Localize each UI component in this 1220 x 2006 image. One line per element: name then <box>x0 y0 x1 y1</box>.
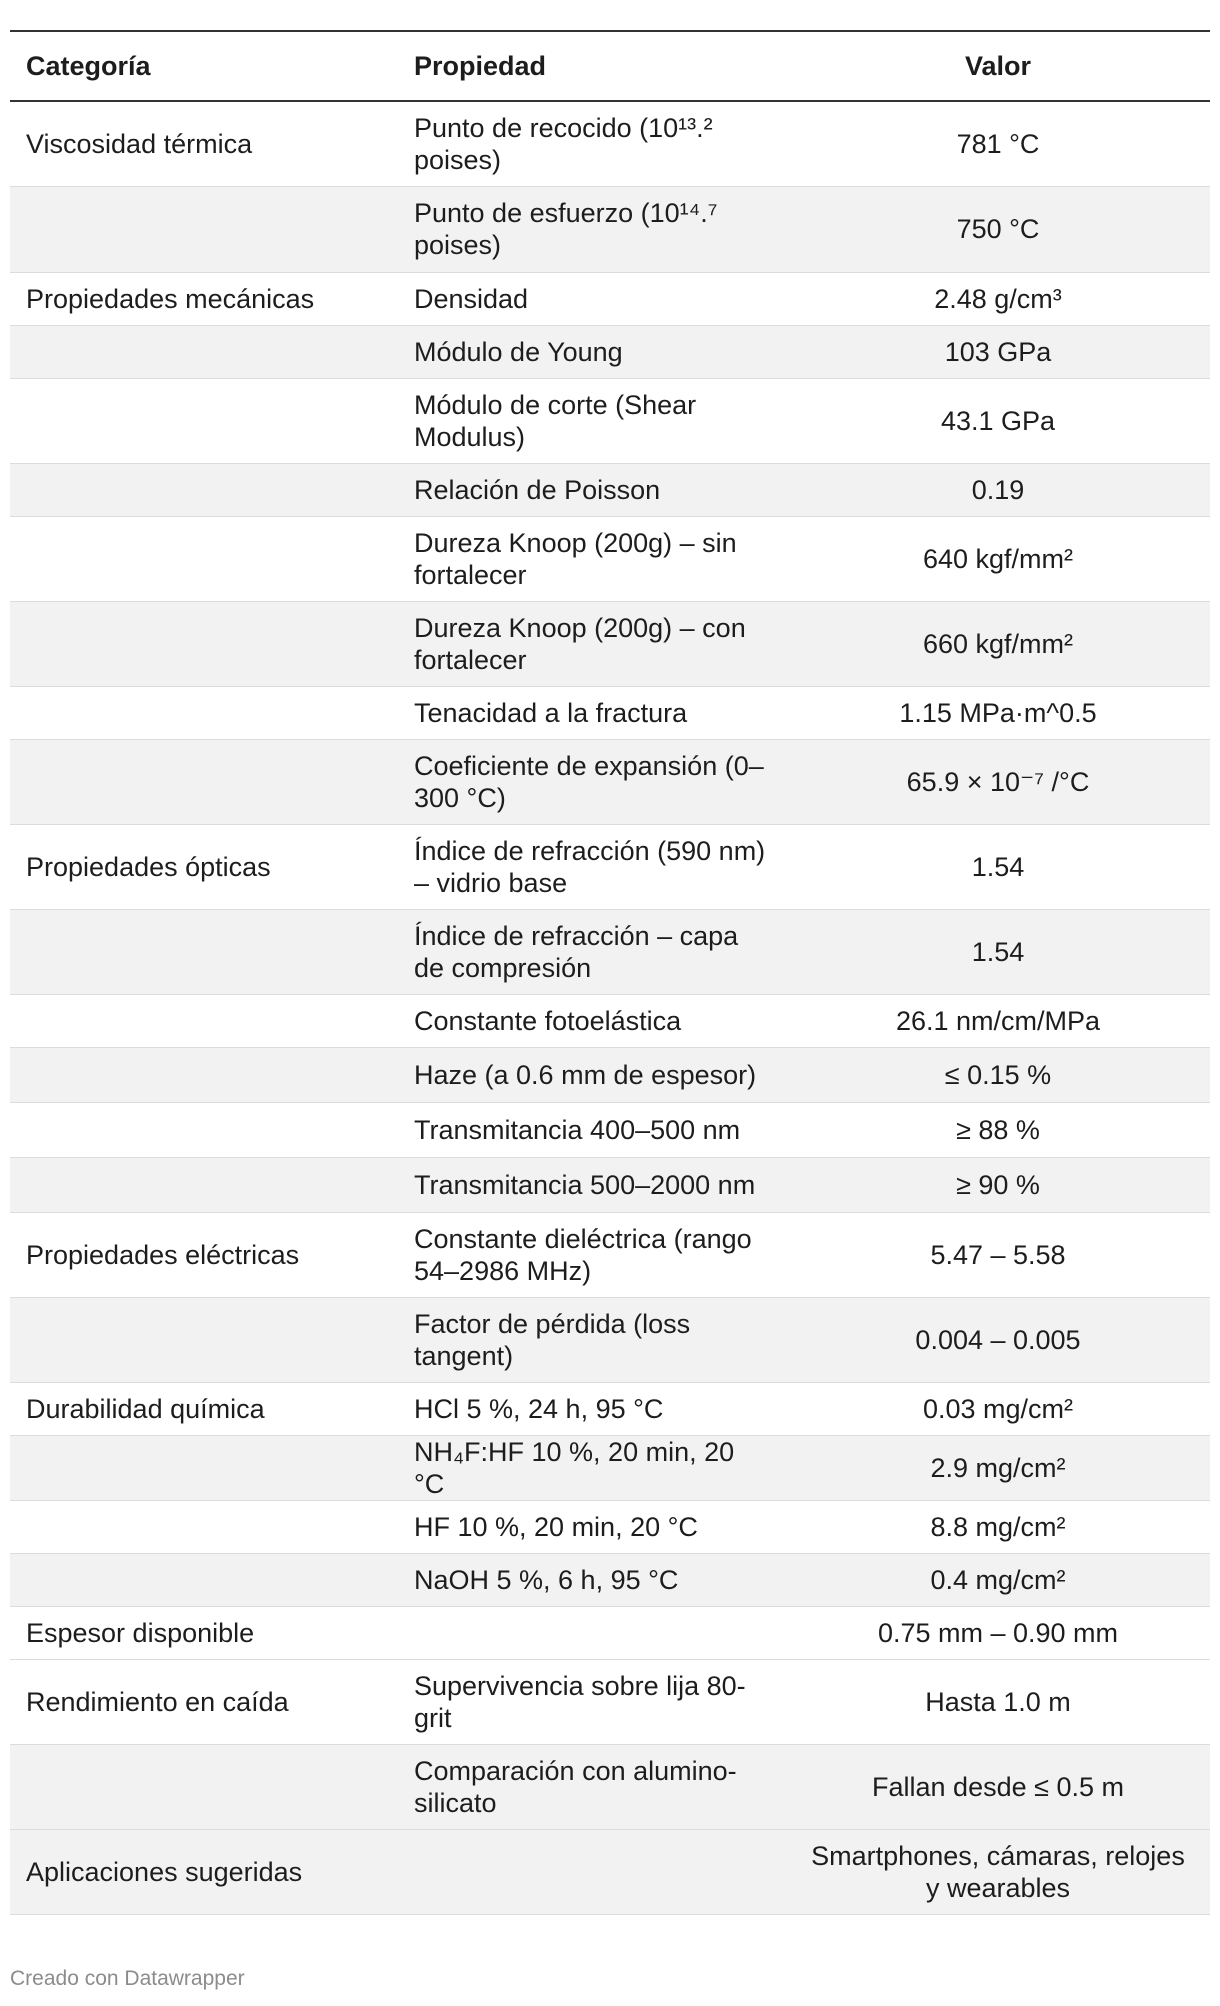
cell-value: 103 GPa <box>944 336 1052 367</box>
cell-property: Coeficiente de expansión (0–300 °C) <box>414 750 764 813</box>
header-propiedad[interactable]: Propiedad <box>414 50 547 81</box>
cell-category <box>10 463 398 516</box>
cell-value: 1.54 <box>971 851 1025 882</box>
table-row <box>10 186 1210 272</box>
table-row <box>10 1157 1210 1212</box>
data-table-container <box>10 30 1210 1915</box>
cell-value: 2.48 g/cm³ <box>934 283 1062 314</box>
cell-property: Dureza Knoop (200g) – con fortalecer <box>414 612 746 675</box>
cell-category: Viscosidad térmica <box>26 128 253 159</box>
cell-property: NH₄F:HF 10 %, 20 min, 20 °C <box>414 1436 735 1499</box>
cell-category <box>10 1744 398 1829</box>
cell-category <box>10 909 398 994</box>
cell-category <box>10 1157 398 1212</box>
cell-value: 750 °C <box>956 214 1040 244</box>
cell-property: HF 10 %, 20 min, 20 °C <box>414 1511 698 1542</box>
cell-property: Supervivencia sobre lija 80-grit <box>414 1670 746 1733</box>
table-row <box>10 1500 1210 1553</box>
cell-value: 5.47 – 5.58 <box>930 1239 1066 1270</box>
cell-value: 640 kgf/mm² <box>922 543 1074 574</box>
table-row <box>10 994 1210 1047</box>
header-categoria[interactable]: Categoría <box>26 50 151 81</box>
cell-category <box>10 1553 398 1606</box>
cell-category: Durabilidad química <box>26 1393 265 1424</box>
table-row <box>10 1435 1210 1500</box>
cell-property: Índice de refracción – capa de compresión <box>414 920 739 983</box>
cell-value: Hasta 1.0 m <box>925 1686 1071 1717</box>
table-row <box>10 463 1210 516</box>
cell-property: Tenacidad a la fractura <box>414 697 688 728</box>
cell-value: Smartphones, cámaras, relojes y wearables <box>811 1840 1185 1903</box>
cell-category <box>10 601 398 686</box>
table-row <box>10 325 1210 378</box>
cell-category: Rendimiento en caída <box>26 1686 289 1717</box>
cell-property: HCl 5 %, 24 h, 95 °C <box>414 1393 664 1424</box>
cell-value: Fallan desde ≤ 0.5 m <box>872 1771 1124 1802</box>
table-row <box>10 101 1210 186</box>
cell-category <box>10 325 398 378</box>
table-row <box>10 1102 1210 1157</box>
cell-property: Relación de Poisson <box>414 474 661 505</box>
cell-value: 781 °C <box>956 128 1040 159</box>
cell-property: NaOH 5 %, 6 h, 95 °C <box>414 1564 679 1595</box>
cell-property <box>398 1606 788 1659</box>
table-row <box>10 1212 1210 1297</box>
cell-value: 26.1 nm/cm/MPa <box>895 1005 1101 1036</box>
table-row <box>10 272 1210 325</box>
cell-property: Factor de pérdida (loss tangent) <box>414 1308 691 1371</box>
cell-category: Aplicaciones sugeridas <box>26 1856 303 1887</box>
cell-value: ≤ 0.15 % <box>944 1059 1052 1090</box>
cell-value: 43.1 GPa <box>940 405 1056 436</box>
cell-category <box>10 1297 398 1382</box>
cell-value: 0.004 – 0.005 <box>915 1324 1081 1355</box>
cell-property: Comparación con alumino-silicato <box>414 1755 737 1818</box>
table-row <box>10 1659 1210 1744</box>
table-row <box>10 378 1210 463</box>
table-row <box>10 516 1210 601</box>
cell-property: Dureza Knoop (200g) – sin fortalecer <box>414 527 737 590</box>
table-row <box>10 909 1210 994</box>
cell-value: 0.75 mm – 0.90 mm <box>877 1617 1119 1648</box>
cell-category <box>10 1102 398 1157</box>
cell-property: Módulo de corte (Shear Modulus) <box>414 389 697 452</box>
cell-category <box>10 739 398 824</box>
cell-value: 0.03 mg/cm² <box>922 1393 1074 1424</box>
table-row <box>10 1744 1210 1829</box>
cell-value: 8.8 mg/cm² <box>930 1511 1066 1542</box>
cell-property: Módulo de Young <box>414 336 623 367</box>
table-row <box>10 1829 1210 1914</box>
table-header-row <box>10 31 1210 101</box>
cell-value: 1.15 MPa·m^0.5 <box>899 697 1097 728</box>
cell-property: Constante fotoelástica <box>414 1005 682 1036</box>
cell-category <box>10 1047 398 1102</box>
table-row <box>10 686 1210 739</box>
cell-category: Propiedades eléctricas <box>26 1239 300 1270</box>
cell-property: Transmitancia 400–500 nm <box>414 1114 741 1145</box>
cell-category <box>10 994 398 1047</box>
table-row <box>10 1553 1210 1606</box>
cell-property: Punto de recocido (10¹³.² poises) <box>414 112 713 175</box>
cell-property: Constante dieléctrica (rango 54–2986 MHz) <box>414 1223 752 1286</box>
cell-value: ≥ 88 % <box>956 1114 1040 1145</box>
table-row <box>10 601 1210 686</box>
cell-value: 0.19 <box>971 474 1025 505</box>
properties-table <box>10 30 1210 1915</box>
table-row <box>10 1382 1210 1435</box>
cell-value: 1.54 <box>971 936 1025 967</box>
cell-property: Punto de esfuerzo (10¹⁴.⁷ poises) <box>414 198 718 260</box>
table-row <box>10 1606 1210 1659</box>
cell-value: 2.9 mg/cm² <box>930 1452 1066 1483</box>
cell-category <box>10 186 398 272</box>
cell-category <box>10 686 398 739</box>
table-row <box>10 739 1210 824</box>
header-valor[interactable]: Valor <box>964 50 1032 81</box>
cell-category: Espesor disponible <box>26 1617 255 1648</box>
cell-property: Transmitancia 500–2000 nm <box>414 1169 756 1200</box>
cell-category: Propiedades mecánicas <box>26 283 315 314</box>
cell-property: Índice de refracción (590 nm) – vidrio base <box>414 835 766 898</box>
cell-category <box>10 1435 398 1500</box>
cell-value: 65.9 × 10⁻⁷ /°C <box>906 766 1090 797</box>
cell-value: 660 kgf/mm² <box>922 628 1074 659</box>
datawrapper-credit[interactable]: Creado con Datawrapper <box>10 1967 245 1990</box>
cell-category <box>10 1500 398 1553</box>
table-row <box>10 1047 1210 1102</box>
cell-category <box>10 378 398 463</box>
cell-property: Haze (a 0.6 mm de espesor) <box>414 1059 757 1090</box>
cell-category: Propiedades ópticas <box>26 851 271 882</box>
table-row <box>10 824 1210 909</box>
cell-value: ≥ 90 % <box>956 1169 1040 1200</box>
table-row <box>10 1297 1210 1382</box>
cell-value: 0.4 mg/cm² <box>930 1564 1066 1595</box>
cell-category <box>10 516 398 601</box>
cell-property: Densidad <box>414 283 529 314</box>
cell-property <box>398 1829 788 1914</box>
